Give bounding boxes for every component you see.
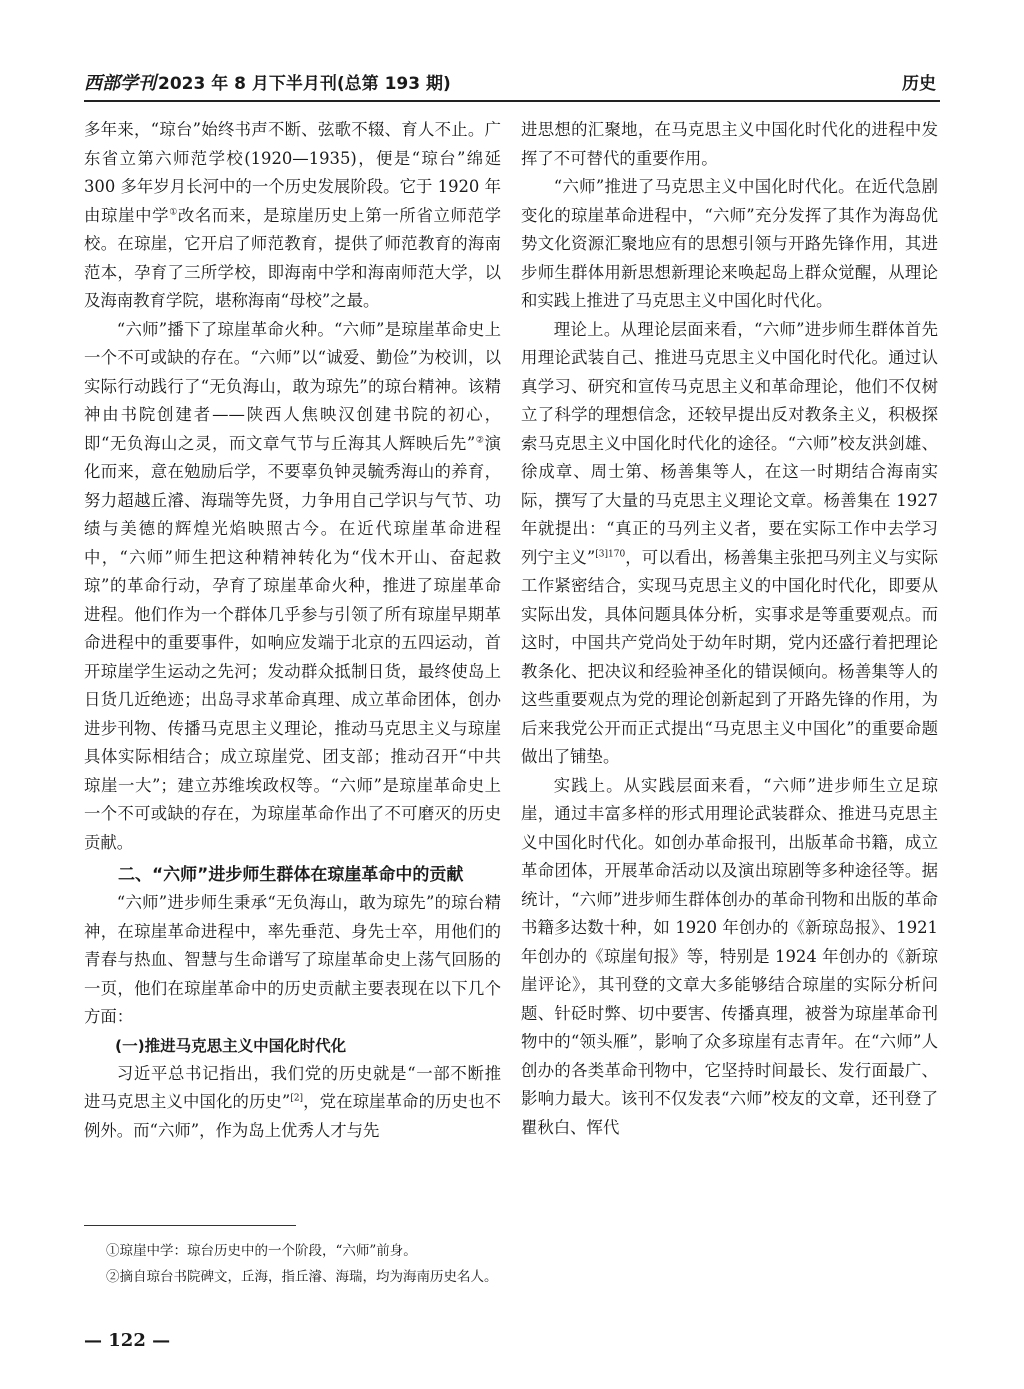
paragraph: 理论上。从理论层面来看，“六师”进步师生群体首先用理论武装自己、推进马克思主义中国化时代化。通过认真学习、研究和宣传马克思主义和革命理论，他们不仅树立了科学的理想信念，还较早提出反对教条主义，积极探索马克思主义中国化时代化的途径。“六师”校友洪剑雄、徐成章、周士第、杨善集等人，在这一时期结合海南实际，撰写了大量的马克思主义理论文章。杨善集在 1927 年就提出：“真正的马列主义者，要在实际工作中去学习列宁主义”$^{[3]170}$，可以看出，杨善集主张把马列主义与实际工作紧密结合，实现马克思主义的中国化时代化，即要从实际出发，具体问题具体分析，实事求是等重要观点。而这时，中国共产党尚处于幼年时期，党内还盛行着把理论教条化、把决议和经验神圣化的错误倾向。杨善集等人的这些重要观点为党的理论创新起到了开路先锋的作用，为后来我党公开而正式提出“马克思主义中国化”的重要命题做出了铺垫。 bbox=[521, 319, 939, 766]
header-divider bbox=[84, 100, 940, 102]
paragraph: 进思想的汇聚地，在马克思主义中国化时代化的进程中发挥了不可替代的重要作用。 bbox=[521, 120, 938, 168]
paragraph: “六师”进步师生秉承“无负海山，敢为琼先”的琼台精神，在琼崖革命进程中，率先垂范、身先士卒，用他们的青春与热血、智慧与生命谱写了琼崖革命史上荡气回肠的一页，他们在琼崖革命中的历史贡献主要表现在以下几个方面： bbox=[84, 893, 501, 1026]
footnote-2: ②摘自琼台书院碑文，丘海，指丘濬、海瑞，均为海南历史名人。 bbox=[106, 1269, 498, 1285]
paragraph: 多年来，“琼台”始终书声不断、弦歌不辍、育人不止。广东省立第六师范学校(1920—1935)，便是“琼台”绵延 300 多年岁月长河中的一个历史发展阶段。它于 1920 年由琼崖中学①改名而来，是琼崖历史上第一所省立师范学校。在琼崖，它开启了师范教育，提供了师范教育的海南范本，孕育了三所学校，即海南中学和海南师范大学，以及海南教育学院，堪称海南“母校”之最。 bbox=[84, 120, 502, 310]
subsection-heading: (一)推进马克思主义中国化时代化 bbox=[115, 1036, 347, 1055]
left-column bbox=[84, 116, 501, 1145]
section-label: 历史 bbox=[902, 74, 936, 94]
paragraph: 实践上。从实践层面来看，“六师”进步师生立足琼崖，通过丰富多样的形式用理论武装群众、推进马克思主义中国化时代化。如创办革命报刊，出版革命书籍，成立革命团体，开展革命活动以及演出琼剧等多种途径等。据统计，“六师”进步师生群体创办的革命刊物和出版的革命书籍多达数十种，如 1920 年创办的《新琼岛报》、1921 年创办的《琼崖旬报》等，特别是 1924 年创办的《新琼崖评论》，其刊登的文章大多能够结合琼崖的实际分析问题、针砭时弊、切中要害、传播真理，被誉为琼崖革命刊物中的“领头雁”，影响了众多琼崖有志青年。在“六师”人创办的各类革命刊物中，它坚持时间最长、发行面最广、影响力最大。该刊不仅发表“六师”校友的文章，还刊登了瞿秋白、恽代 bbox=[521, 775, 938, 1137]
journal-logo: 西部学刊 bbox=[84, 73, 156, 94]
footnote-ref-2[interactable]: ② bbox=[475, 435, 485, 446]
page-number: — 122 — bbox=[84, 1330, 171, 1351]
footnote-1: ①琼崖中学：琼台历史中的一个阶段，“六师”前身。 bbox=[106, 1243, 417, 1259]
paragraph: “六师”推进了马克思主义中国化时代化。在近代急剧变化的琼崖革命进程中，“六师”充分发挥了其作为海岛优势文化资源汇聚地应有的思想引领与开路先锋作用，其进步师生群体用新思想新理论来唤起岛上群众觉醒，从理论和实践上推进了马克思主义中国化时代化。 bbox=[521, 177, 938, 310]
citation-ref[interactable]: [3]170 bbox=[595, 549, 626, 560]
right-column bbox=[521, 116, 938, 1142]
paragraph: “六师”播下了琼崖革命火种。“六师”是琼崖革命史上一个不可或缺的存在。“六师”以“诚爱、勤俭”为校训，以实际行动践行了“无负海山，敢为琼先”的琼台精神。该精神由书院创建者——陕西人焦映汉创建书院的初心，即“无负海山之灵，而文章气节与丘海其人辉映后先”②演化而来，意在勉励后学，不要辜负钟灵毓秀海山的养育，努力超越丘濬、海瑞等先贤，力争用自己学识与气节、功绩与美德的辉煌光焰映照古今。在近代琼崖革命进程中，“六师”师生把这种精神转化为“伐木开山、奋起救琼”的革命行动，孕育了琼崖革命火种，推进了琼崖革命进程。他们作为一个群体几乎参与引领了所有琼崖早期革命进程中的重要事件，如响应发端于北京的五四运动，首开琼崖学生运动之先河；发动群众抵制日货，最终使岛上日货几近绝迹；出岛寻求革命真理、成立革命团体，创办进步刊物、传播马克思主义理论，推动马克思主义与琼崖具体实际相结合；成立琼崖党、团支部；推动召开“中共琼崖一大”；建立苏维埃政权等。“六师”是琼崖革命史上一个不可或缺的存在，为琼崖革命作出了不可磨灭的历史贡献。 bbox=[84, 319, 501, 852]
footnotes bbox=[106, 1238, 866, 1290]
citation-ref[interactable]: [2] bbox=[290, 1093, 304, 1104]
paragraph: 习近平总书记指出，我们党的历史就是“一部不断推进马克思主义中国化的历史”[2]，党在琼崖革命的历史也不例外。而“六师”，作为岛上优秀人才与先 bbox=[84, 1063, 501, 1140]
issue-label: 2023 年 8 月下半月刊(总第 193 期) bbox=[158, 74, 451, 94]
footnote-ref-1[interactable]: ① bbox=[169, 207, 178, 218]
running-header bbox=[84, 72, 940, 98]
journal-issue-info bbox=[84, 72, 451, 96]
section-heading: 二、“六师”进步师生群体在琼崖革命中的贡献 bbox=[118, 865, 464, 885]
footnote-divider bbox=[84, 1225, 296, 1226]
